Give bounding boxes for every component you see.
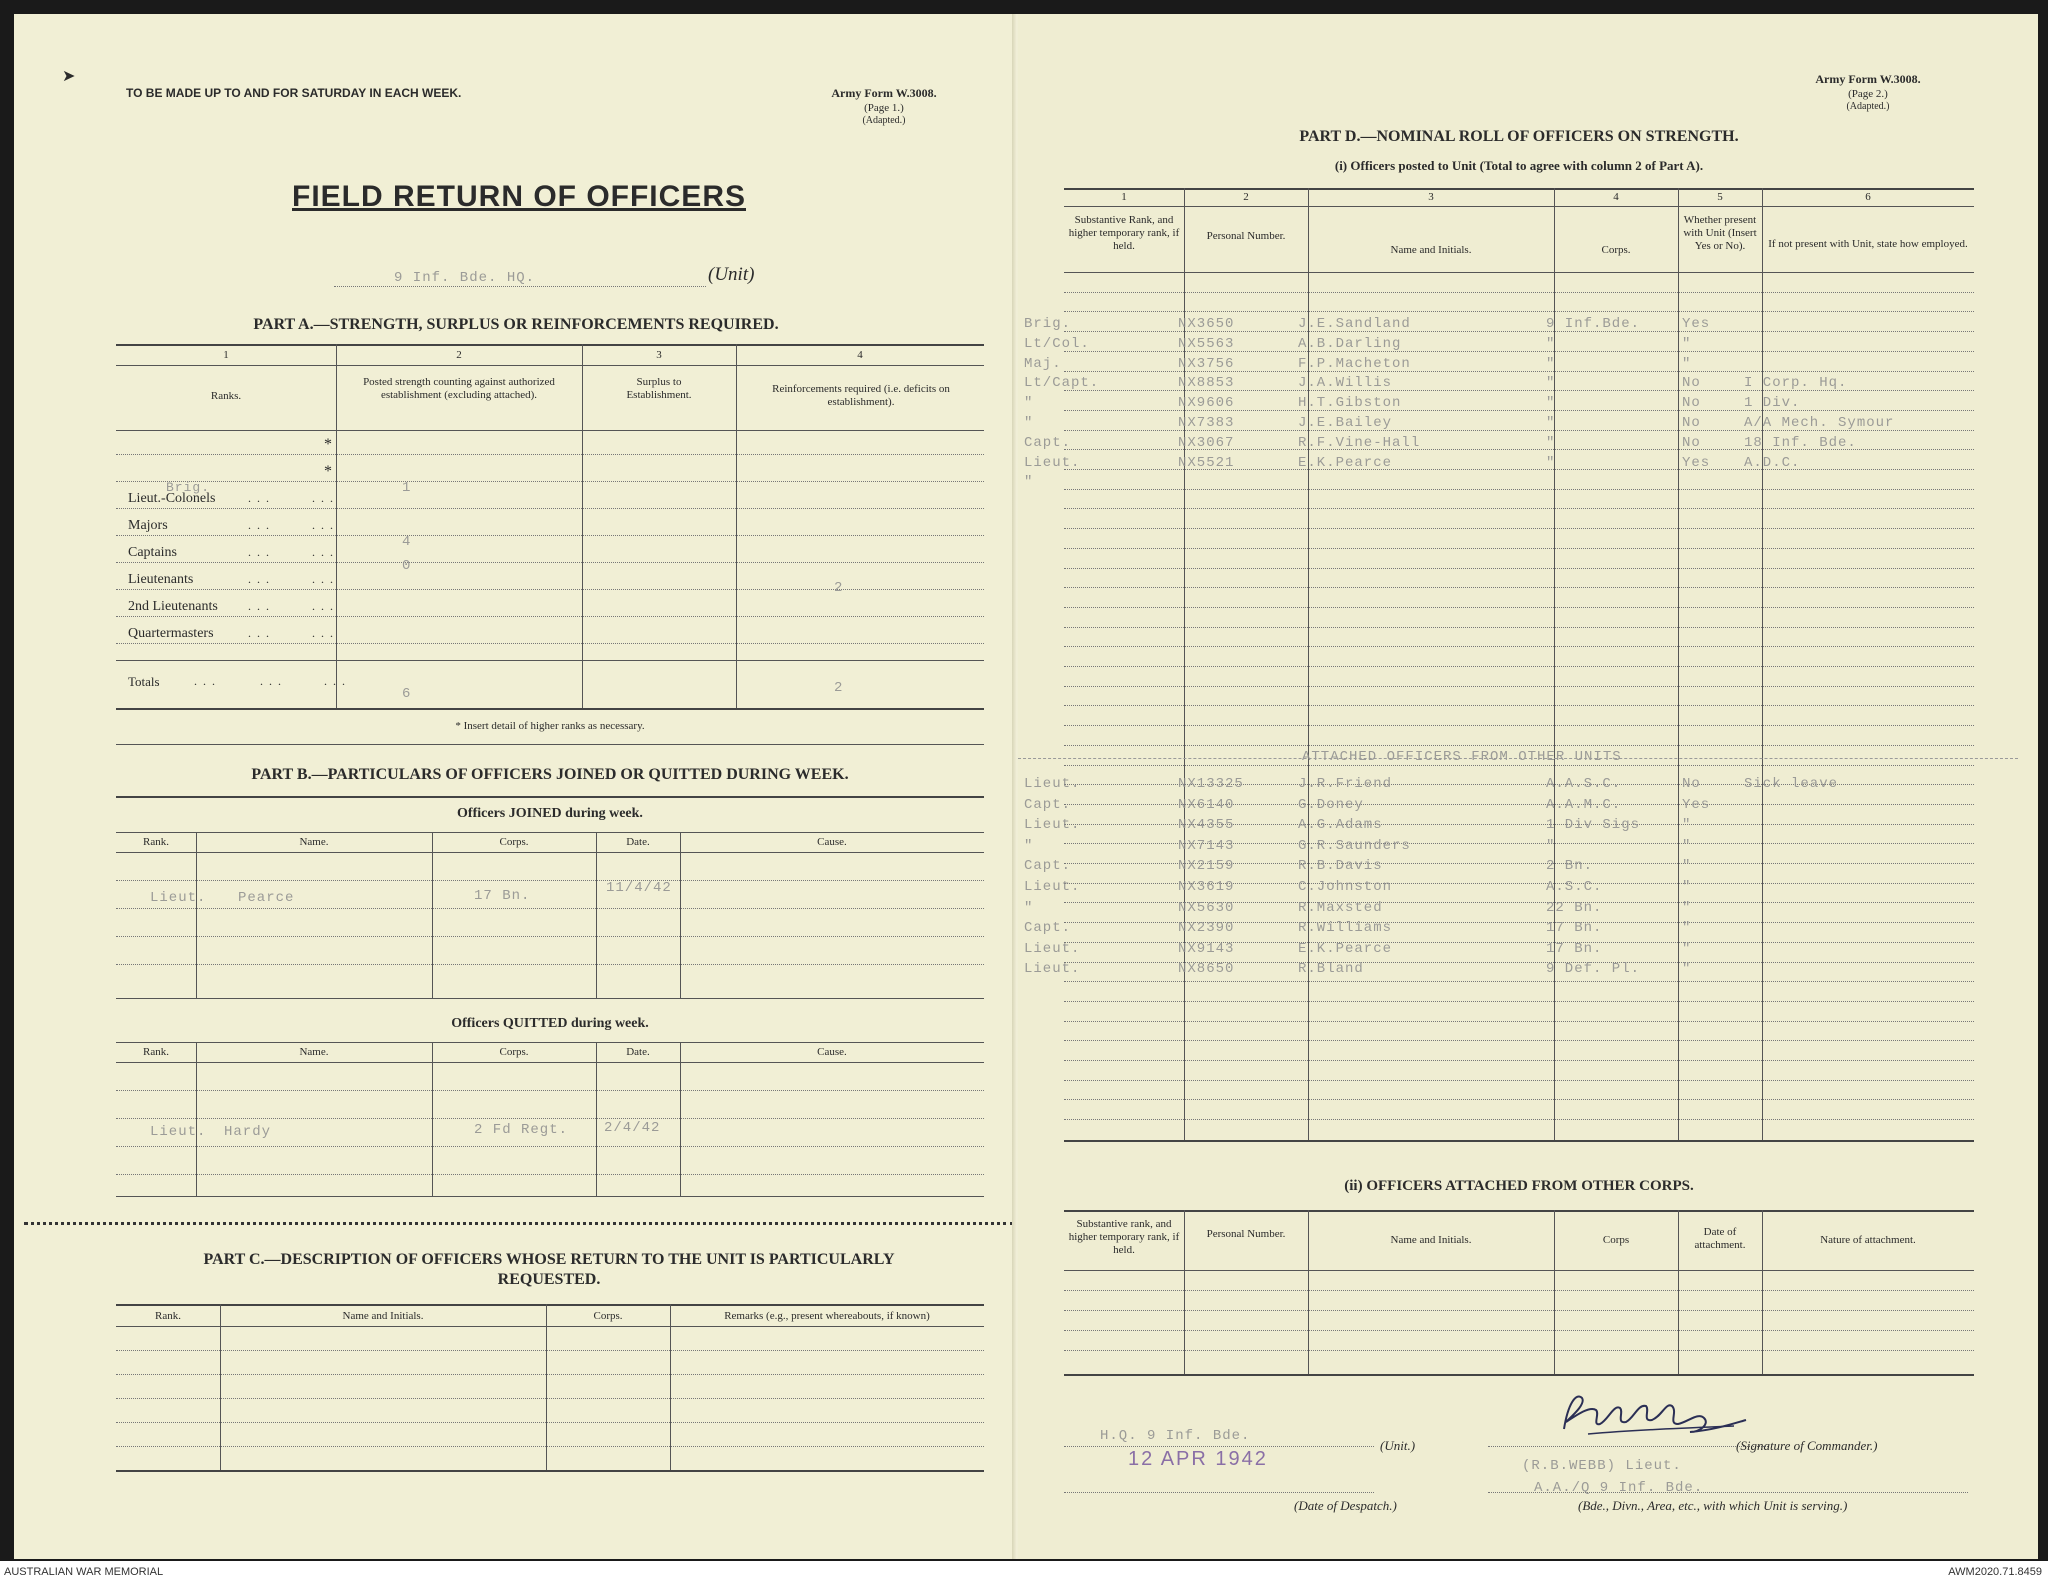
- col-head-name-initials: Name and Initials.: [342, 1310, 424, 1322]
- attached-employed: Sick leave: [1744, 776, 1839, 792]
- posted-rank: Lt/Col.: [1024, 335, 1090, 352]
- attached-present: ": [1682, 879, 1692, 895]
- col-num: 2: [456, 349, 462, 361]
- attached-present: ": [1682, 961, 1692, 978]
- col-head-nature: Nature of attachment.: [1820, 1234, 1916, 1246]
- col-head-name: Name and Initials.: [1390, 244, 1472, 256]
- rank-label: *: [324, 436, 332, 453]
- col-head-number: Personal Number.: [1206, 230, 1286, 242]
- attached-corps: 2 Bn.: [1546, 858, 1594, 875]
- posted-present: No: [1682, 375, 1701, 392]
- posted-name: J.E.Sandland: [1298, 316, 1411, 332]
- rank-label: Captains: [128, 545, 177, 560]
- col-head-rank: Rank.: [155, 1310, 181, 1322]
- rank-label: Lieutenants: [128, 572, 194, 587]
- attached-number: NX9143: [1178, 940, 1235, 957]
- quitted-name: Hardy: [224, 1124, 272, 1140]
- attached-number: NX8650: [1178, 961, 1235, 978]
- posted-name: A.B.Darling: [1298, 335, 1402, 352]
- page-number: (Page 2.): [1848, 88, 1888, 100]
- posted-corps: 9 Inf.Bde.: [1546, 316, 1641, 332]
- col-head-corps: Corps.: [499, 836, 529, 848]
- attached-corps: A.A.M.C.: [1546, 796, 1622, 813]
- form-number: Army Form W.3008.: [831, 86, 937, 100]
- col-num: 1: [223, 349, 229, 361]
- attached-name: R.Maxsted: [1298, 899, 1383, 916]
- attached-corps: A.A.S.C.: [1546, 776, 1622, 792]
- posted-number: NX7383: [1178, 415, 1235, 431]
- col-head-ranks: Ranks.: [210, 390, 242, 402]
- attached-name: A.G.Adams: [1298, 817, 1383, 834]
- posted-number: NX9606: [1178, 395, 1235, 412]
- quitted-title: Officers QUITTED during week.: [451, 1016, 649, 1031]
- posted-corps: ": [1546, 454, 1556, 471]
- attached-name: R.Williams: [1298, 920, 1393, 937]
- attached-rank: Capt.: [1024, 858, 1072, 875]
- col-head-date: Date.: [626, 1046, 650, 1058]
- attached-name: J.R.Friend: [1298, 776, 1393, 792]
- attached-rank: Capt.: [1024, 920, 1072, 937]
- commander-signature: [1554, 1384, 1754, 1446]
- posted-name: J.E.Bailey: [1298, 415, 1393, 431]
- col-head-name: Name and Initials.: [1390, 1234, 1472, 1246]
- posted-number: NX3756: [1178, 355, 1235, 372]
- posted-employed: I Corp. Hq.: [1744, 375, 1848, 392]
- unit-label: (Unit.): [1380, 1438, 1416, 1453]
- col-head-cause: Cause.: [817, 836, 847, 848]
- quitted-rank: Lieut.: [150, 1124, 207, 1140]
- attached-rank: ": [1024, 837, 1034, 854]
- attached-corps: 1 Div Sigs: [1546, 817, 1641, 834]
- posted-value: 4: [402, 534, 412, 550]
- part-c-heading: PART C.—DESCRIPTION OF OFFICERS WHOSE RETURN TO THE UNIT IS PARTICULARLY REQUESTED.: [203, 1251, 895, 1288]
- part-a-heading: PART A.—STRENGTH, SURPLUS OR REINFORCEMENTS REQUIRED.: [253, 316, 779, 333]
- col-head-reinforcements: Reinforcements required (i.e. deficits on establishment).: [772, 383, 950, 408]
- attached-number: NX13325: [1178, 776, 1244, 792]
- col-num: 1: [1121, 191, 1127, 203]
- posted-name: E.K.Pearce: [1298, 454, 1393, 471]
- posted-name: R.F.Vine-Hall: [1298, 434, 1421, 451]
- attached-present: ": [1682, 837, 1692, 854]
- joined-name: Pearce: [238, 890, 295, 906]
- col-num: 3: [656, 349, 662, 361]
- part-d-heading: PART D.—NOMINAL ROLL OF OFFICERS ON STRENGTH.: [1299, 128, 1739, 145]
- form-page-2: [1018, 14, 2038, 1559]
- adapted-note: (Adapted.): [862, 115, 906, 126]
- attached-number: NX2159: [1178, 858, 1235, 875]
- posted-value: 0: [402, 558, 412, 574]
- attached-present: ": [1682, 940, 1692, 957]
- attached-present: Yes: [1682, 796, 1711, 813]
- posted-rank: ": [1024, 415, 1034, 431]
- col-head-remarks: Remarks (e.g., present whereabouts, if known): [724, 1310, 930, 1322]
- attached-rank: Capt.: [1024, 796, 1072, 813]
- reinf-value: 2: [834, 580, 844, 596]
- col-head-corps: Corps.: [593, 1310, 623, 1322]
- posted-present: Yes: [1682, 316, 1711, 332]
- col-num: 4: [1613, 191, 1619, 203]
- posted-present: No: [1682, 434, 1701, 451]
- rank-label: *: [324, 463, 332, 480]
- posted-rank: ": [1024, 474, 1034, 491]
- posted-number: NX5563: [1178, 335, 1235, 352]
- joined-date: 11/4/42: [606, 880, 672, 896]
- col-num: 6: [1865, 191, 1871, 203]
- attached-present: ": [1682, 920, 1692, 937]
- attached-rank: Lieut.: [1024, 776, 1081, 792]
- part-b-heading: PART B.—PARTICULARS OF OFFICERS JOINED OR QUITTED DURING WEEK.: [251, 766, 849, 783]
- col-head-name: Name.: [299, 1046, 329, 1058]
- attached-number: NX2390: [1178, 920, 1235, 937]
- col-head-cause: Cause.: [817, 1046, 847, 1058]
- part-a-footnote: * Insert detail of higher ranks as necessary.: [455, 720, 645, 732]
- instruction-text: TO BE MADE UP TO AND FOR SATURDAY IN EACH WEEK.: [126, 86, 462, 100]
- part-a-rows: * * Brig. Lieut.-Colonels Majors Captains Lieutenants 2nd Lieutenants Quartermasters ... ... ... ... ... ... ... ... ... ... ... ... 1 4 0 2: [116, 434, 984, 654]
- posted-number: NX3067: [1178, 434, 1235, 451]
- col-head-employed: If not present with Unit, state how employed.: [1768, 238, 1968, 250]
- posted-rank: Lieut.: [1024, 454, 1081, 471]
- posted-rank: Capt.: [1024, 434, 1072, 451]
- posted-number: NX8853: [1178, 375, 1235, 392]
- col-num: 3: [1428, 191, 1434, 203]
- attached-corps: 9 Def. Pl.: [1546, 961, 1641, 978]
- posted-rank: Brig.: [1024, 316, 1072, 332]
- col-head-date-attached: Date of attachment.: [1694, 1226, 1746, 1251]
- col-head-corps: Corps.: [499, 1046, 529, 1058]
- posted-name: H.T.Gibston: [1298, 395, 1402, 412]
- part-d2-heading: (ii) OFFICERS ATTACHED FROM OTHER CORPS.: [1344, 1178, 1694, 1194]
- signature-label: (Signature of Commander.): [1736, 1438, 1878, 1453]
- serving-label: (Bde., Divn., Area, etc., with which Unit is serving.): [1578, 1498, 1848, 1513]
- totals-reinforcements: 2: [834, 680, 844, 696]
- rank-label: Quartermasters: [128, 626, 214, 641]
- quitted-date: 2/4/42: [604, 1120, 661, 1136]
- page-title: FIELD RETURN OF OFFICERS: [292, 180, 746, 213]
- attached-present: No: [1682, 776, 1701, 792]
- unit-value: 9 Inf. Bde. HQ.: [394, 270, 536, 286]
- joined-rank: Lieut.: [150, 890, 207, 906]
- posted-rank: ": [1024, 395, 1034, 412]
- col-head-corps: Corps.: [1601, 244, 1631, 256]
- posted-corps: ": [1546, 434, 1556, 451]
- posted-corps: ": [1546, 375, 1556, 392]
- col-head-surplus: Surplus to Establishment.: [626, 376, 692, 401]
- date-stamp: 12 APR 1942: [1128, 1448, 1268, 1470]
- col-head-rank: Rank.: [143, 1046, 169, 1058]
- col-head-number: Personal Number.: [1206, 1228, 1286, 1240]
- posted-present: No: [1682, 395, 1701, 412]
- attached-rank: Lieut.: [1024, 940, 1081, 957]
- page-number: (Page 1.): [864, 102, 904, 114]
- posted-present: Yes: [1682, 454, 1711, 471]
- attached-present: ": [1682, 817, 1692, 834]
- attached-number: NX3619: [1178, 879, 1235, 895]
- col-head-date: Date.: [626, 836, 650, 848]
- serving-typed: A.A./Q 9 Inf. Bde.: [1534, 1480, 1704, 1496]
- typed-rank: Brig.: [166, 480, 211, 495]
- attached-corps: A.S.C.: [1546, 879, 1603, 895]
- archive-name: AUSTRALIAN WAR MEMORIAL: [4, 1566, 164, 1578]
- attached-divider: [1018, 758, 2018, 759]
- adapted-note: (Adapted.): [1846, 101, 1890, 112]
- attached-corps: 17 Bn.: [1546, 940, 1603, 957]
- posted-employed: 18 Inf. Bde.: [1744, 434, 1857, 451]
- attached-note: ATTACHED OFFICERS FROM OTHER UNITS: [1302, 749, 1622, 765]
- attached-number: NX4355: [1178, 817, 1235, 834]
- attached-name: G.R.Saunders: [1298, 837, 1411, 854]
- unit-label: (Unit): [708, 264, 755, 285]
- posted-value: 1: [402, 480, 412, 496]
- attached-number: NX7143: [1178, 837, 1235, 854]
- attached-number: NX6140: [1178, 796, 1235, 813]
- posted-employed: A/A Mech. Symour: [1744, 415, 1895, 431]
- posted-number: NX3650: [1178, 316, 1235, 332]
- attached-rank: ": [1024, 899, 1034, 916]
- col-head-rank: Substantive rank, and higher temporary rank, if held.: [1068, 1218, 1180, 1256]
- archive-ref: AWM2020.71.8459: [1948, 1566, 2042, 1578]
- posted-present: ": [1682, 355, 1692, 372]
- attached-name: R.B.Davis: [1298, 858, 1383, 875]
- totals-posted: 6: [402, 686, 412, 702]
- part-d-sub: (i) Officers posted to Unit (Total to agree with column 2 of Part A).: [1334, 158, 1704, 173]
- posted-name: F.P.Macheton: [1298, 355, 1411, 372]
- posted-name: J.A.Willis: [1298, 375, 1393, 392]
- posted-employed: A.D.C.: [1744, 454, 1801, 471]
- joined-corps: 17 Bn.: [474, 888, 531, 904]
- rank-label: Lieut.-Colonels: [128, 491, 216, 506]
- col-num: 4: [857, 349, 863, 361]
- perforation-line: [24, 1222, 1014, 1225]
- col-head-posted: Posted strength counting against authorized establishment (excluding attached).: [363, 376, 555, 401]
- form-page-1: ➤ TO BE MADE UP TO AND FOR SATURDAY IN EACH WEEK. Army Form W.3008. (Page 1.) (Adapted.) FIELD RETURN OF OFFICERS 9 Inf. Bde. HQ. (Unit) PART A.—STRENGTH, SURPLUS OR REINFORCEMENTS REQUIRED. 1 2 3 4 Ranks. Posted strength counting against authorized establishment (excluding attached). Surplus to Establishment. Reinforcements required (i.e. deficits on establishment). * * Brig. Lieut.-Colonels Majors Captains Lieutenants 2nd Lieutenants Quartermasters ... ... ... ... ... ... ... ... ... ... ... ... 1 4 0 2 Totals ... ... ... 6 2 * Insert detail of higher ranks as necessary. PART B.—PARTICULARS OF OFFICERS JOINED OR QUITTED DURING WEEK. Officers JOINED during week. Rank. Name. Corps. Date. Cause. Lieut. Pearce 17 Bn. 11/4/42 Officers QUITTED during week. Rank. Name. Corps. Date. Cause. Lieut. Hardy 2 Fd Regt. 2/4/42 PART C.—DESCRIPTION OF OFFICERS WHOSE RETURN TO THE UNIT IS PARTICULARLY REQUESTED. Rank. Name and Initials. Corps. Remarks (e.g., present whereabouts, if known): [14, 14, 1016, 1559]
- corner-mark-icon: ➤: [62, 68, 76, 85]
- attached-name: E.K.Pearce: [1298, 940, 1393, 957]
- attached-corps: 22 Bn.: [1546, 899, 1603, 916]
- attached-present: ": [1682, 858, 1692, 875]
- col-head-name: Name.: [299, 836, 329, 848]
- col-head-rank: Substantive Rank, and higher temporary rank, if held.: [1068, 214, 1180, 252]
- rank-label: Majors: [128, 518, 168, 533]
- posted-corps: ": [1546, 415, 1556, 431]
- col-head-corps: Corps: [1602, 1234, 1630, 1246]
- attached-name: G.Doney: [1298, 796, 1364, 813]
- archive-footer: [0, 1561, 2048, 1583]
- signature-typed: (R.B.WEBB) Lieut.: [1522, 1458, 1682, 1474]
- col-num: 2: [1243, 191, 1249, 203]
- attached-corps: 17 Bn.: [1546, 920, 1603, 937]
- attached-rank: Lieut.: [1024, 879, 1081, 895]
- attached-name: R.Bland: [1298, 961, 1364, 978]
- posted-corps: ": [1546, 395, 1556, 412]
- joined-title: Officers JOINED during week.: [457, 806, 643, 821]
- attached-rank: Lieut.: [1024, 961, 1081, 978]
- footer-unit: H.Q. 9 Inf. Bde.: [1100, 1428, 1251, 1444]
- posted-rank: Maj.: [1024, 355, 1062, 372]
- posted-corps: ": [1546, 355, 1556, 372]
- posted-number: NX5521: [1178, 454, 1235, 471]
- posted-corps: ": [1546, 335, 1556, 352]
- attached-present: ": [1682, 899, 1692, 916]
- col-head-present: Whether present with Unit (Insert Yes or No).: [1683, 214, 1757, 252]
- posted-present: ": [1682, 335, 1692, 352]
- date-label: (Date of Despatch.): [1294, 1498, 1397, 1513]
- posted-employed: 1 Div.: [1744, 395, 1801, 412]
- form-number: Army Form W.3008.: [1815, 72, 1921, 86]
- posted-rank: Lt/Capt.: [1024, 375, 1100, 392]
- rank-label: 2nd Lieutenants: [128, 599, 218, 614]
- attached-rank: Lieut.: [1024, 817, 1081, 834]
- attached-name: C.Johnston: [1298, 879, 1393, 895]
- attached-number: NX5630: [1178, 899, 1235, 916]
- attached-corps: ": [1546, 837, 1556, 854]
- totals-label: Totals: [128, 674, 160, 689]
- col-num: 5: [1717, 191, 1723, 203]
- quitted-corps: 2 Fd Regt.: [474, 1122, 569, 1138]
- col-head-rank: Rank.: [143, 836, 169, 848]
- posted-present: No: [1682, 415, 1701, 431]
